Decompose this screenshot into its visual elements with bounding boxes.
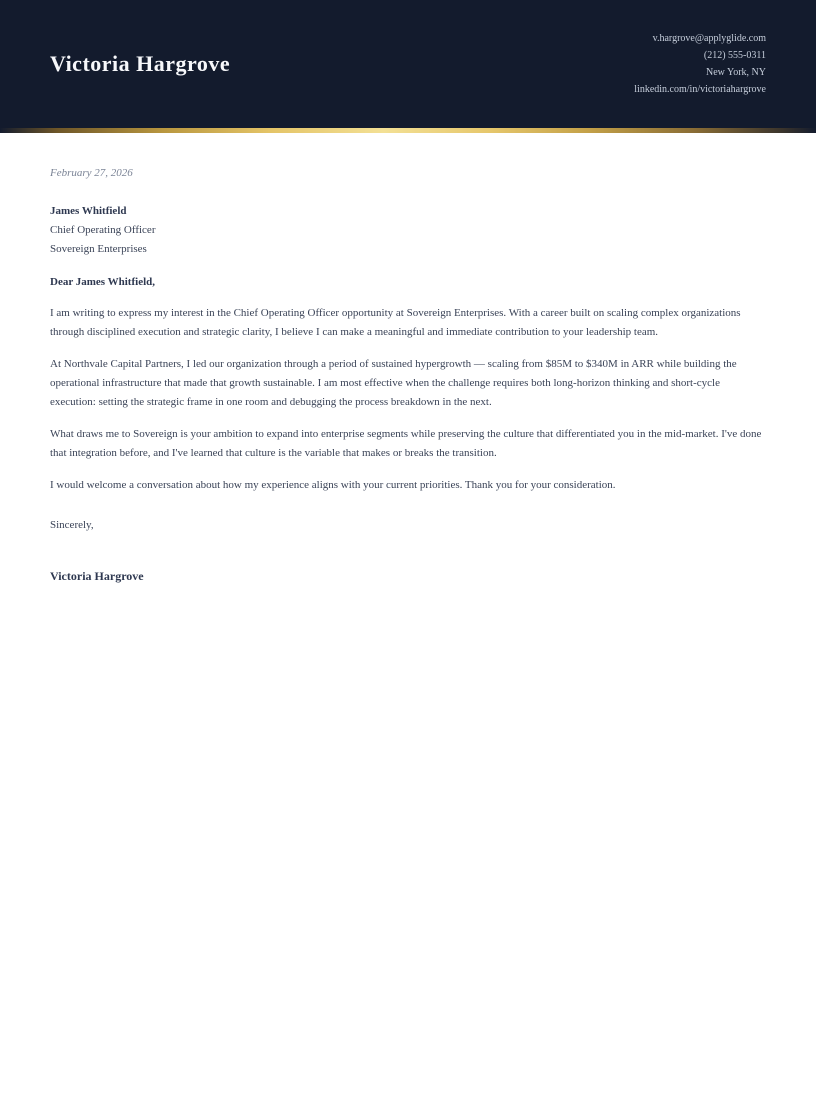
contact-location: New York, NY	[705, 67, 766, 78]
recipient-block	[50, 202, 766, 259]
contact-block	[634, 30, 766, 98]
candidate-name: Victoria Hargrove	[50, 51, 231, 76]
recipient-title: Chief Operating Officer	[50, 224, 156, 236]
recipient-name: James Whitfield	[50, 205, 127, 217]
letter-body	[0, 133, 816, 586]
contact-phone: (212) 555-0311	[703, 50, 766, 61]
letter-header	[0, 0, 816, 128]
closing: Sincerely,	[50, 519, 94, 531]
body-paragraph-3: What draws me to Sovereign is your ambition to expand into enterprise segments while preserving the culture that differentiated you in the mid-market. I've done that integration before, and I've learned that culture is the variable that makes or breaks the transition.	[50, 428, 762, 459]
body-paragraph-4: I would welcome a conversation about how my experience aligns with your current priorities. Thank you for your consideration.	[50, 479, 616, 491]
signature-name: Victoria Hargrove	[50, 569, 144, 583]
contact-linkedin: linkedin.com/in/victoriahargrove	[634, 84, 766, 95]
recipient-company: Sovereign Enterprises	[50, 243, 147, 255]
body-paragraph-1: I am writing to express my interest in the Chief Operating Officer opportunity at Sovereign Enterprises. With a career built on scaling complex organizations through disciplined execution and strategic clarity, I believe I can make a meaningful and immediate contribution to your leadership team.	[50, 307, 741, 338]
letter-date: February 27, 2026	[50, 167, 133, 179]
body-paragraph-2: At Northvale Capital Partners, I led our organization through a period of sustained hypergrowth — scaling from $85M to $340M in ARR while building the operational infrastructure that made that growth sustainable. I am most effective when the challenge requires both long-horizon thinking and short-cycle execution: setting the strategic frame in one room and debugging the process breakdown in the next.	[50, 358, 737, 408]
salutation: Dear James Whitfield,	[50, 276, 155, 288]
contact-email: v.hargrove@applyglide.com	[652, 33, 766, 44]
